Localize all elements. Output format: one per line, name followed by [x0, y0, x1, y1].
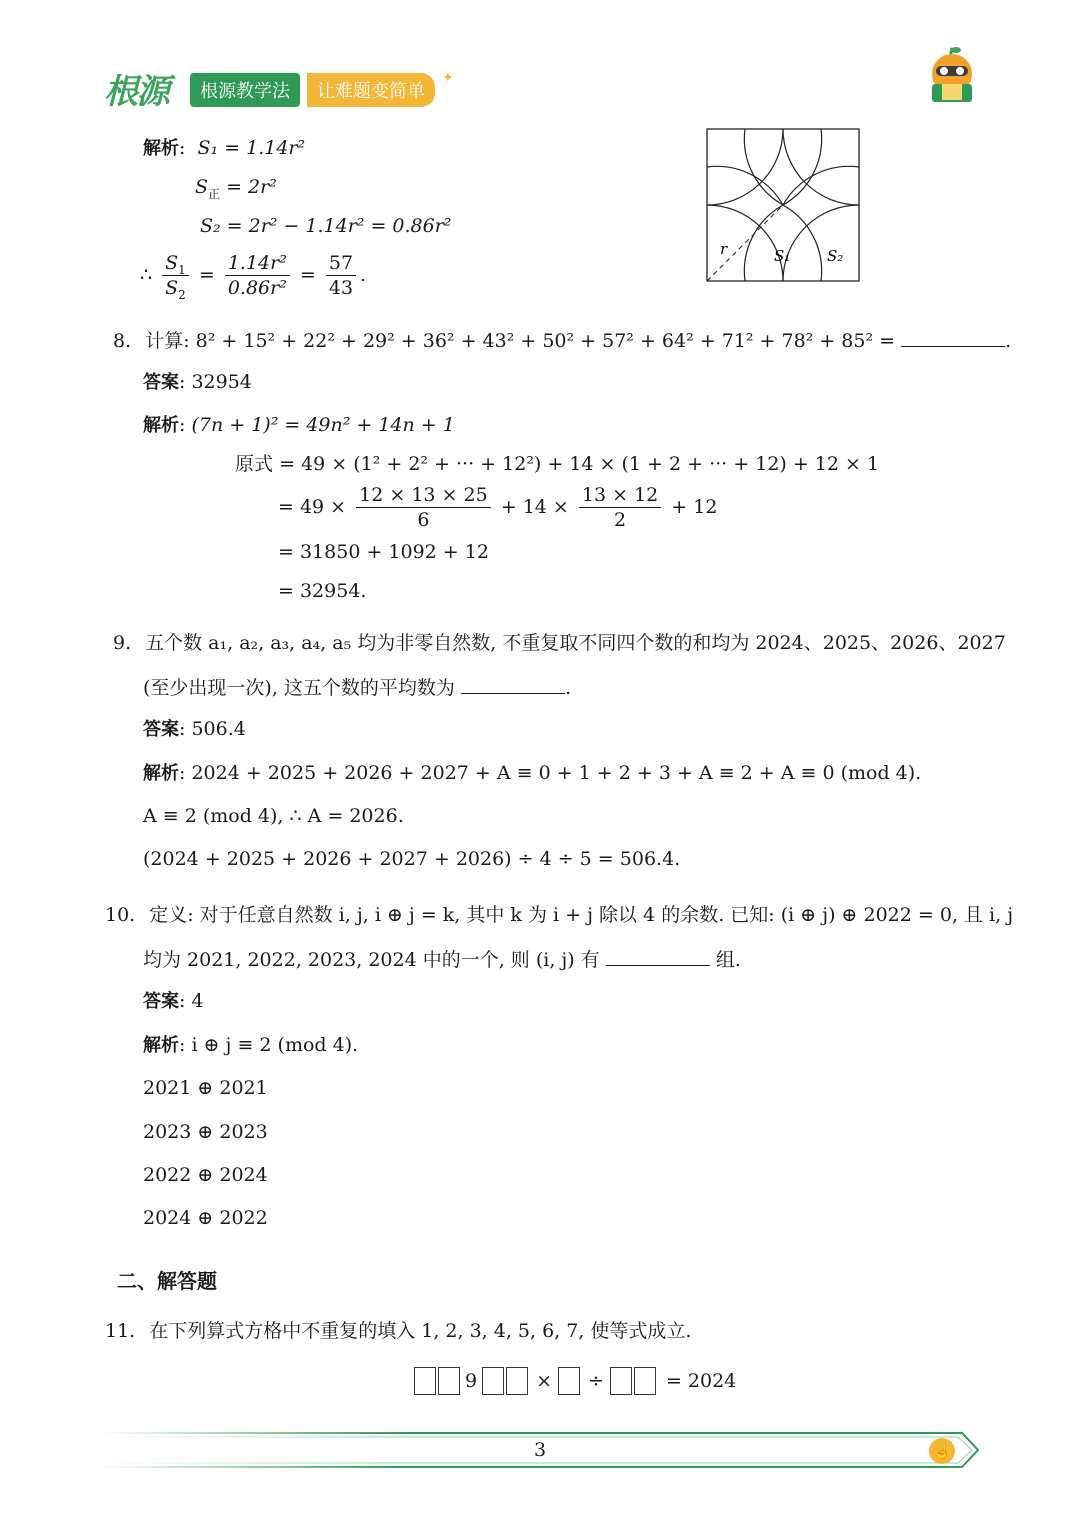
q7-frac-result: $\frac{57}{43}$ — [326, 254, 356, 298]
mascot-icon — [920, 44, 984, 106]
header — [0, 0, 1080, 120]
badge-method: 根源教学法 — [190, 73, 300, 107]
q8-analysis-3: = 49 × $\frac{12 \times 13 \times 25}{6}$ + 14 × $\frac{13 \times 12}{2}$ + 12 — [278, 484, 718, 531]
q11-equation: 9 × ÷ = 2024 — [414, 1367, 736, 1395]
answer-box[interactable] — [634, 1367, 656, 1395]
q9-analysis-1: 解析: 2024 + 2025 + 2026 + 2027 + A ≡ 0 + 1 + 2 + 3 + A ≡ 2 + A ≡ 0 (mod 4). — [143, 762, 922, 784]
q7-frac-s1s2: $\frac{S_1}{S_2}$ — [162, 254, 189, 298]
q7-sub-zheng: 正 — [208, 186, 221, 201]
page-number: 3 — [534, 1439, 547, 1461]
q9-answer: 506.4 — [191, 718, 246, 740]
analysis-label: 解析 — [143, 138, 179, 159]
q9-question-1: 9. 五个数 a₁, a₂, a₃, a₄, a₅ 均为非零自然数, 不重复取不同四个数的和均为 2024、2025、2026、2027 — [113, 632, 1006, 654]
q8-analysis-5: = 32954. — [278, 580, 367, 602]
answer-box[interactable] — [482, 1367, 504, 1395]
q7-s2-eq: S₂ = 2r² − 1.14r² = 0.86r² — [200, 215, 452, 237]
q10-pair: 2024 ⊕ 2022 — [143, 1207, 268, 1229]
q8-number: 8. — [113, 330, 132, 352]
answer-box[interactable] — [610, 1367, 632, 1395]
q10-question-2: 均为 2021, 2022, 2023, 2024 中的一个, 则 (i, j) 有 组. — [143, 949, 741, 971]
q7-line1: 解析: S₁ = 1.14r² — [143, 137, 306, 159]
q10-question-1: 10. 定义: 对于任意自然数 i, j, i ⊕ j = k, 其中 k 为 i + j 除以 4 的余数. 已知: (i ⊕ j) ⊕ 2022 = 0, 且 i, j — [105, 904, 1014, 926]
q8-analysis-1: 解析: (7n + 1)² = 49n² + 14n + 1 — [143, 414, 455, 436]
answer-box[interactable] — [438, 1367, 460, 1395]
fig-label-s1: S₁ — [774, 247, 791, 265]
q8-question: 8. 计算: 8² + 15² + 22² + 29² + 36² + 43² + 50² + 57² + 64² + 71² + 78² + 85² = . — [113, 330, 1012, 352]
hand-icon: ☝ — [929, 1438, 955, 1464]
q8-analysis-4: = 31850 + 1092 + 12 — [278, 541, 489, 563]
q10-pair: 2022 ⊕ 2024 — [143, 1164, 268, 1186]
sparkle-icon: ✦ — [442, 70, 454, 86]
q10-answer-line: 答案: 4 — [143, 990, 204, 1012]
q8-expr: 8² + 15² + 22² + 29² + 36² + 43² + 50² + 57² + 64² + 71² + 78² + 85² = — [195, 330, 896, 352]
q9-analysis-2: A ≡ 2 (mod 4), ∴ A = 2026. — [143, 805, 404, 827]
q7-line3 — [200, 217, 451, 236]
q8-answer-line: 答案: 32954 — [143, 371, 252, 393]
q7-figure — [706, 128, 860, 282]
q9-answer-blank — [461, 677, 565, 694]
fig-label-r: r — [720, 240, 728, 258]
q10-pair: 2021 ⊕ 2021 — [143, 1077, 268, 1099]
q11-question: 11. 在下列算式方格中不重复的填入 1, 2, 3, 4, 5, 6, 7, 使等式成立. — [105, 1320, 692, 1342]
q7-line2: $S_正 = 2r^2$ — [195, 176, 277, 201]
section-title: 二、解答题 — [117, 1269, 217, 1293]
q10-answer: 4 — [191, 990, 204, 1012]
q7-frac-values: $\frac{\text{1.14r²}}{\text{0.86r²}}$ — [225, 254, 290, 298]
q10-analysis-1: 解析: i ⊕ j ≡ 2 (mod 4). — [143, 1034, 359, 1056]
q9-analysis-3: (2024 + 2025 + 2026 + 2027 + 2026) ÷ 4 ÷ 5 = 506.4. — [143, 848, 681, 870]
q9-answer-line: 答案: 506.4 — [143, 718, 246, 740]
q10-answer-blank — [606, 949, 710, 966]
answer-box[interactable] — [414, 1367, 436, 1395]
q8-answer: 32954 — [191, 371, 252, 393]
q7-line4: ∴ $\frac{S_1}{S_2}$ = $\frac{\text{1.14r²}}{\text{0.86r²}}$ = $\frac{57}{43}$ . — [140, 252, 367, 302]
fig-label-s2: S₂ — [827, 247, 844, 265]
q8-analysis-2: 原式 = 49 × (1² + 2² + ··· + 12²) + 14 × (1 + 2 + ··· + 12) + 12 × 1 — [235, 453, 880, 475]
q9-question-2: (至少出现一次), 这五个数的平均数为 . — [143, 677, 571, 699]
badge-slogan: 让难题变简单 — [307, 73, 435, 107]
q8-answer-blank — [901, 330, 1005, 347]
answer-box[interactable] — [558, 1367, 580, 1395]
brand-logo: 根源 — [104, 72, 168, 112]
q7-s1-eq: S₁ = 1.14r² — [197, 137, 306, 159]
q10-pair: 2023 ⊕ 2023 — [143, 1121, 268, 1143]
answer-box[interactable] — [506, 1367, 528, 1395]
q7-s-zheng-rhs: 2r² — [248, 176, 277, 198]
